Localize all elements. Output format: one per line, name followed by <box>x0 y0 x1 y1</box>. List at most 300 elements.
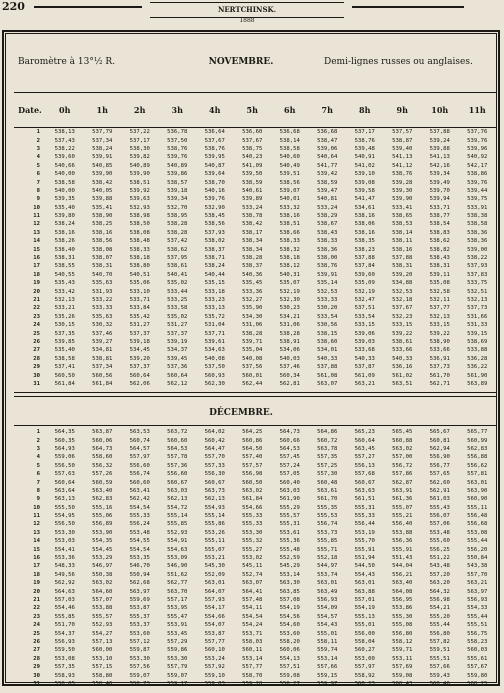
reading-cell: 555,53 <box>317 513 338 520</box>
reading-cell: 553,60 <box>129 630 150 637</box>
reading-cell: 560,67 <box>354 479 375 486</box>
reading-cell: 556,77 <box>429 462 450 469</box>
reading-cell: 556,75 <box>467 630 488 637</box>
reading-cell: 531,66 <box>467 313 488 320</box>
table-row <box>14 487 496 495</box>
reading-cell: 556,30 <box>204 471 225 478</box>
reading-cell: 538,83 <box>429 229 450 236</box>
reading-cell: 535,02 <box>167 313 188 320</box>
reading-cell: 532,13 <box>429 313 450 320</box>
reading-cell: 558,80 <box>92 672 113 679</box>
date-cell: 21 <box>33 297 40 303</box>
reading-cell: 563,02 <box>242 487 263 494</box>
reading-cell: 546,70 <box>129 563 150 570</box>
reading-cell: 540,00 <box>54 171 75 178</box>
reading-cell: 532,11 <box>429 297 450 303</box>
reading-cell: 563,73 <box>204 487 225 494</box>
table-row <box>14 579 496 587</box>
reading-cell: 538,62 <box>167 246 188 253</box>
reading-cell: 537,84 <box>354 263 375 270</box>
reading-cell: 539,18 <box>129 338 150 345</box>
reading-cell: 556,48 <box>467 513 488 520</box>
reading-cell: 557,35 <box>54 664 75 671</box>
reading-cell: 556,50 <box>54 462 75 469</box>
reading-cell: 540,01 <box>279 196 300 203</box>
reading-cell: 560,11 <box>242 647 263 654</box>
reading-cell: 560,06 <box>279 647 300 654</box>
table-row <box>14 313 496 321</box>
reading-cell: 555,57 <box>92 613 113 620</box>
reading-cell: 538,86 <box>467 171 488 178</box>
reading-cell: 532,23 <box>392 313 413 320</box>
table-row <box>14 680 496 688</box>
reading-cell: 538,65 <box>392 213 413 220</box>
reading-cell: 535,07 <box>279 280 300 287</box>
reading-cell: 557,06 <box>429 521 450 528</box>
reading-cell: 538,14 <box>279 137 300 144</box>
reading-cell: 563,03 <box>279 487 300 494</box>
reading-cell: 561,36 <box>392 496 413 503</box>
reading-cell: 538,60 <box>317 338 338 345</box>
reading-cell: 551,22 <box>429 555 450 562</box>
reading-cell: 556,68 <box>467 521 488 528</box>
date-cell: 15 <box>33 546 40 553</box>
table-row <box>14 355 496 363</box>
date-cell: 11 <box>33 513 40 520</box>
table-row <box>14 170 496 178</box>
reading-cell: 554,63 <box>167 546 188 553</box>
reading-cell: 562,71 <box>429 380 450 387</box>
reading-cell: 538,11 <box>392 238 413 245</box>
reading-cell: 559,69 <box>129 597 150 603</box>
reading-cell: 534,45 <box>129 347 150 354</box>
reading-cell: 561,90 <box>279 496 300 503</box>
reading-cell: 538,26 <box>54 238 75 245</box>
reading-cell: 559,50 <box>54 647 75 654</box>
reading-cell: 560,90 <box>467 496 488 503</box>
reading-cell: 533,71 <box>129 297 150 303</box>
reading-cell: 558,12 <box>392 638 413 645</box>
date-cell: 4 <box>36 154 40 161</box>
date-cell: 16 <box>33 255 40 262</box>
table-row <box>14 520 496 528</box>
reading-cell: 556,90 <box>429 454 450 461</box>
reading-cell: 563,87 <box>92 429 113 436</box>
reading-cell: 555,86 <box>204 521 225 528</box>
reading-cell: 554,60 <box>279 622 300 629</box>
december-table <box>14 428 496 688</box>
reading-cell: 560,48 <box>317 479 338 486</box>
reading-cell: 556,74 <box>317 521 338 528</box>
reading-cell: 538,37 <box>204 246 225 253</box>
reading-cell: 538,59 <box>242 179 263 186</box>
reading-cell: 553,36 <box>54 555 75 562</box>
reading-cell: 556,21 <box>392 571 413 578</box>
reading-cell: 563,03 <box>167 487 188 494</box>
date-cell: 30 <box>33 672 40 679</box>
reading-cell: 559,74 <box>317 647 338 654</box>
reading-cell: 538,18 <box>279 255 300 262</box>
reading-cell: 531,06 <box>242 322 263 329</box>
reading-cell: 537,67 <box>242 137 263 144</box>
reading-cell: 538,07 <box>92 255 113 262</box>
reading-cell: 564,73 <box>92 445 113 452</box>
reading-cell: 562,44 <box>242 380 263 387</box>
units-label: Demi-lignes russes ou anglaises. <box>324 57 473 67</box>
reading-cell: 554,37 <box>54 630 75 637</box>
reading-cell: 537,17 <box>129 137 150 144</box>
reading-cell: 562,13 <box>167 496 188 503</box>
reading-cell: 556,89 <box>92 521 113 528</box>
reading-cell: 540,51 <box>129 271 150 278</box>
reading-cell: 548,33 <box>54 563 75 570</box>
date-cell: 29 <box>33 664 40 671</box>
reading-cell: 535,63 <box>92 280 113 287</box>
reading-cell: 538,28 <box>167 229 188 236</box>
reading-cell: 555,32 <box>242 538 263 545</box>
reading-cell: 561,84 <box>242 496 263 503</box>
reading-cell: 558,92 <box>354 672 375 679</box>
reading-cell: 533,23 <box>204 297 225 303</box>
reading-cell: 532,13 <box>467 297 488 303</box>
reading-cell: 539,50 <box>242 171 263 178</box>
reading-cell: 533,33 <box>92 305 113 312</box>
reading-cell: 557,00 <box>392 454 413 461</box>
reading-cell: 540,81 <box>317 196 338 203</box>
reading-cell: 538,36 <box>467 229 488 236</box>
reading-cell: 557,79 <box>167 664 188 671</box>
reading-cell: 538,08 <box>129 229 150 236</box>
reading-cell: 541,47 <box>354 196 375 203</box>
reading-cell: 557,33 <box>204 462 225 469</box>
reading-cell: 539,03 <box>354 338 375 345</box>
reading-cell: 538,42 <box>242 221 263 228</box>
reading-cell: 553,86 <box>392 605 413 612</box>
date-cell: 8 <box>36 487 40 494</box>
reading-cell: 553,08 <box>467 529 488 536</box>
reading-cell: 563,30 <box>279 580 300 587</box>
table-row <box>14 613 496 621</box>
reading-cell: 556,25 <box>429 546 450 553</box>
column-header-row <box>14 92 496 128</box>
column-header-hour: 8h <box>359 105 371 115</box>
reading-cell: 535,40 <box>54 204 75 211</box>
reading-cell: 543,38 <box>467 563 488 570</box>
reading-cell: 557,20 <box>429 571 450 578</box>
reading-cell: 557,17 <box>167 597 188 603</box>
reading-cell: 562,42 <box>129 496 150 503</box>
reading-cell: 537,57 <box>392 129 413 136</box>
reading-cell: 538,51 <box>279 221 300 228</box>
reading-cell: 564,73 <box>279 429 300 436</box>
reading-cell: 539,48 <box>354 145 375 152</box>
reading-cell: 561,08 <box>317 372 338 379</box>
reading-cell: 557,27 <box>354 454 375 461</box>
reading-cell: 540,91 <box>354 154 375 161</box>
reading-cell: 539,06 <box>354 330 375 337</box>
reading-cell: 538,91 <box>279 338 300 345</box>
date-cell: 3 <box>36 445 40 452</box>
date-cell: 6 <box>36 471 40 478</box>
reading-cell: 562,83 <box>92 496 113 503</box>
reading-cell: 533,54 <box>354 313 375 320</box>
reading-cell: 557,63 <box>54 471 75 478</box>
reading-cell: 563,49 <box>317 588 338 595</box>
reading-cell: 563,97 <box>129 588 150 595</box>
reading-cell: 538,12 <box>279 263 300 270</box>
table-row <box>14 629 496 637</box>
date-cell: 24 <box>33 322 40 329</box>
reading-cell: 535,14 <box>317 280 338 287</box>
reading-cell: 560,34 <box>279 372 300 379</box>
reading-cell: 535,26 <box>54 313 75 320</box>
reading-cell: 538,08 <box>92 246 113 253</box>
reading-cell: 551,94 <box>354 555 375 562</box>
reading-cell: 538,16 <box>354 213 375 220</box>
reading-cell: 555,91 <box>354 546 375 553</box>
reading-cell: 560,88 <box>392 437 413 444</box>
reading-cell: 558,70 <box>242 672 263 679</box>
reading-cell: 539,34 <box>429 171 450 178</box>
reading-cell: 562,06 <box>129 380 150 387</box>
reading-cell: 562,94 <box>429 445 450 452</box>
reading-cell: 538,75 <box>242 145 263 152</box>
reading-cell: 539,90 <box>129 171 150 178</box>
date-cell: 10 <box>33 504 40 511</box>
date-cell: 7 <box>36 479 40 486</box>
table-row <box>14 445 496 453</box>
reading-cell: 563,01 <box>317 580 338 587</box>
reading-cell: 555,11 <box>467 504 488 511</box>
reading-cell: 555,36 <box>279 538 300 545</box>
reading-cell: 533,66 <box>429 347 450 354</box>
reading-cell: 538,71 <box>204 255 225 262</box>
reading-cell: 535,90 <box>242 305 263 312</box>
reading-cell: 541,13 <box>429 154 450 161</box>
reading-cell: 540,36 <box>242 271 263 278</box>
reading-cell: 556,62 <box>467 462 488 469</box>
reading-cell: 563,13 <box>54 496 75 503</box>
reading-cell: 560,56 <box>92 372 113 379</box>
reading-cell: 540,87 <box>204 162 225 169</box>
reading-cell: 561,90 <box>467 372 488 379</box>
november-table <box>14 128 496 388</box>
reading-cell: 539,91 <box>92 154 113 161</box>
reading-cell: 540,23 <box>242 154 263 161</box>
reading-cell: 549,56 <box>54 571 75 578</box>
reading-cell: 538,00 <box>317 255 338 262</box>
reading-cell: 556,74 <box>129 471 150 478</box>
month-title-november: NOVEMBRE. <box>208 57 274 67</box>
reading-cell: 539,63 <box>129 196 150 203</box>
reading-cell: 555,33 <box>129 513 150 520</box>
reading-cell: 558,11 <box>317 638 338 645</box>
date-cell: 25 <box>33 630 40 637</box>
reading-cell: 559,28 <box>242 680 263 687</box>
reading-cell: 560,64 <box>129 372 150 379</box>
reading-cell: 555,35 <box>317 504 338 511</box>
reading-cell: 538,31 <box>392 263 413 270</box>
date-cell: 18 <box>33 571 40 578</box>
reading-cell: 533,15 <box>429 322 450 329</box>
reading-cell: 538,35 <box>354 238 375 245</box>
reading-cell: 539,24 <box>429 137 450 144</box>
reading-cell: 553,91 <box>167 622 188 629</box>
reading-cell: 554,54 <box>242 613 263 620</box>
reading-cell: 553,03 <box>54 538 75 545</box>
reading-cell: 562,30 <box>204 380 225 387</box>
table-row <box>14 128 496 136</box>
table-row <box>14 453 496 461</box>
reading-cell: 534,30 <box>242 313 263 320</box>
table-row <box>14 245 496 253</box>
reading-cell: 556,80 <box>392 630 413 637</box>
reading-cell: 538,28 <box>242 255 263 262</box>
reading-cell: 538,43 <box>429 255 450 262</box>
reading-cell: 538,90 <box>92 213 113 220</box>
reading-cell: 559,07 <box>129 672 150 679</box>
reading-cell: 559,80 <box>467 672 488 679</box>
reading-cell: 557,08 <box>279 597 300 603</box>
date-cell: 17 <box>33 563 40 570</box>
reading-cell: 563,07 <box>317 380 338 387</box>
reading-cell: 557,15 <box>92 664 113 671</box>
reading-cell: 538,80 <box>129 263 150 270</box>
date-cell: 21 <box>33 597 40 603</box>
reading-cell: 538,34 <box>242 246 263 253</box>
reading-cell: 538,81 <box>92 355 113 362</box>
reading-cell: 565,67 <box>429 429 450 436</box>
reading-cell: 555,51 <box>467 622 488 629</box>
table-row <box>14 220 496 228</box>
date-cell: 30 <box>33 372 40 379</box>
reading-cell: 530,23 <box>279 305 300 312</box>
reading-cell: 553,48 <box>129 529 150 536</box>
reading-cell: 553,74 <box>317 571 338 578</box>
reading-cell: 558,23 <box>467 638 488 645</box>
reading-cell: 555,29 <box>279 504 300 511</box>
reading-cell: 556,93 <box>467 597 488 603</box>
table-row <box>14 212 496 220</box>
reading-cell: 560,50 <box>242 479 263 486</box>
reading-cell: 564,86 <box>317 429 338 436</box>
reading-cell: 557,51 <box>279 664 300 671</box>
reading-cell: 554,45 <box>92 546 113 553</box>
reading-cell: 537,88 <box>317 364 338 371</box>
date-cell: 17 <box>33 263 40 270</box>
reading-cell: 555,48 <box>279 546 300 553</box>
reading-cell: 555,31 <box>279 521 300 528</box>
station-banner: NERTCHINSK. <box>150 2 344 18</box>
table-row <box>14 262 496 270</box>
reading-cell: 538,90 <box>429 338 450 345</box>
reading-cell: 551,62 <box>167 571 188 578</box>
reading-cell: 545,30 <box>204 563 225 570</box>
reading-cell: 555,08 <box>392 622 413 629</box>
date-cell: 1 <box>36 429 40 436</box>
reading-cell: 551,70 <box>54 622 75 629</box>
date-cell: 22 <box>33 605 40 612</box>
reading-cell: 556,20 <box>467 546 488 553</box>
reading-cell: 533,25 <box>167 297 188 303</box>
reading-cell: 537,50 <box>167 137 188 144</box>
date-cell: 26 <box>33 638 40 645</box>
reading-cell: 560,72 <box>317 437 338 444</box>
reading-cell: 533,71 <box>429 204 450 211</box>
reading-cell: 560,42 <box>204 437 225 444</box>
reading-cell: 555,31 <box>354 504 375 511</box>
reading-cell: 563,64 <box>54 487 75 494</box>
reading-cell: 556,60 <box>167 471 188 478</box>
reading-cell: 537,43 <box>54 137 75 144</box>
reading-cell: 553,21 <box>204 555 225 562</box>
december-rule <box>14 425 496 426</box>
reading-cell: 539,06 <box>317 145 338 152</box>
reading-cell: 556,07 <box>429 513 450 520</box>
reading-cell: 538,36 <box>317 246 338 253</box>
reading-cell: 538,06 <box>354 221 375 228</box>
reading-cell: 539,07 <box>279 187 300 194</box>
reading-cell: 535,08 <box>429 280 450 287</box>
reading-cell: 534,61 <box>354 204 375 211</box>
reading-cell: 539,51 <box>279 171 300 178</box>
reading-cell: 540,05 <box>92 187 113 194</box>
reading-cell: 539,61 <box>204 338 225 345</box>
reading-cell: 563,21 <box>467 580 488 587</box>
table-row <box>14 279 496 287</box>
reading-cell: 539,82 <box>129 154 150 161</box>
reading-cell: 557,82 <box>429 638 450 645</box>
reading-cell: 563,20 <box>429 580 450 587</box>
reading-cell: 537,71 <box>204 330 225 337</box>
reading-cell: 539,88 <box>92 196 113 203</box>
reading-cell: 532,51 <box>467 288 488 295</box>
reading-cell: 560,35 <box>54 437 75 444</box>
reading-cell: 555,57 <box>279 513 300 520</box>
reading-cell: 560,03 <box>467 647 488 654</box>
table-row <box>14 470 496 478</box>
date-cell: 27 <box>33 347 40 354</box>
reading-cell: 536,91 <box>429 355 450 362</box>
reading-cell: 538,42 <box>92 179 113 186</box>
reading-cell: 538,40 <box>54 246 75 253</box>
reading-cell: 538,24 <box>54 221 75 228</box>
reading-cell: 530,32 <box>92 322 113 329</box>
reading-cell: 560,64 <box>354 437 375 444</box>
reading-cell: 540,31 <box>279 271 300 278</box>
reading-cell: 537,50 <box>204 364 225 371</box>
reading-cell: 538,28 <box>279 330 300 337</box>
reading-cell: 564,93 <box>54 445 75 452</box>
reading-cell: 554,54 <box>129 546 150 553</box>
reading-cell: 539,60 <box>54 154 75 161</box>
reading-cell: 556,40 <box>392 521 413 528</box>
reading-cell: 557,86 <box>392 471 413 478</box>
reading-cell: 557,48 <box>242 597 263 603</box>
reading-cell: 561,70 <box>429 372 450 379</box>
reading-cell: 555,14 <box>167 513 188 520</box>
reading-cell: 554,07 <box>204 622 225 629</box>
column-header-hour: 10h <box>431 105 449 115</box>
reading-cell: 556,32 <box>92 462 113 469</box>
reading-cell: 557,24 <box>279 462 300 469</box>
reading-cell: 562,81 <box>279 380 300 387</box>
reading-cell: 533,66 <box>392 347 413 354</box>
reading-cell: 539,00 <box>467 246 488 253</box>
reading-cell: 540,85 <box>92 162 113 169</box>
table-row <box>14 145 496 153</box>
reading-cell: 537,46 <box>92 330 113 337</box>
